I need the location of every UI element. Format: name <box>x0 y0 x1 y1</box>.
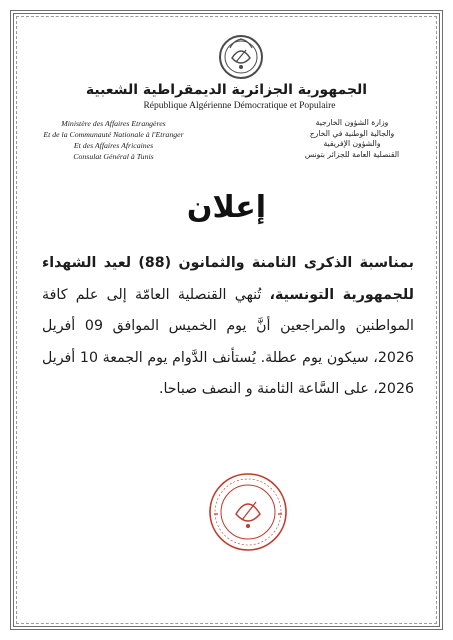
announcement-body <box>42 248 414 406</box>
republic-title-fr: République Algérienne Démocratique et Populaire <box>143 101 336 111</box>
ministry-fr-line: Et des Affaires Africaines <box>73 141 154 150</box>
ministry-ar-line: القنصلية العامة للجزائر بتونس <box>304 149 400 159</box>
ministry-fr <box>26 118 201 162</box>
republic-title-ar: الجمهورية الجزائرية الديمقراطية الشعبية <box>85 82 368 98</box>
announcement-title: إعلان <box>186 190 267 225</box>
ministry-fr-line: Consulat Général à Tunis <box>73 152 154 161</box>
ministry-fr-line: Ministère des Affaires Etrangères <box>61 119 166 128</box>
ministry-ar-line: والشؤون الإفريقية <box>323 139 381 148</box>
ministry-ar-line: وزارة الشؤون الخارجية <box>315 118 389 127</box>
algeria-emblem-icon <box>218 34 264 80</box>
ministry-ar <box>277 118 427 160</box>
consulate-stamp-icon <box>206 470 290 554</box>
announcement-intro: بمناسبة الذكرى الثامنة والثمانون (88) لعيد الشهداء للجمهورية التونسية، <box>42 255 414 303</box>
announcement-text: تُنهي القنصلية العامّة إلى علم كافة المواطنين والمراجعين أنَّ يوم الخميس الموافق 09 أفريل 2026، سيكون يوم عطلة. يُستأنف الدَّوام يوم الجمعة 10 أفريل 2026، على السَّاعة الثامنة و النصف صباحا. <box>42 286 414 397</box>
ministry-fr-line: Et de la Communauté Nationale à l'Etranger <box>43 130 184 139</box>
ministry-ar-line: والجالية الوطنية في الخارج <box>309 128 395 138</box>
